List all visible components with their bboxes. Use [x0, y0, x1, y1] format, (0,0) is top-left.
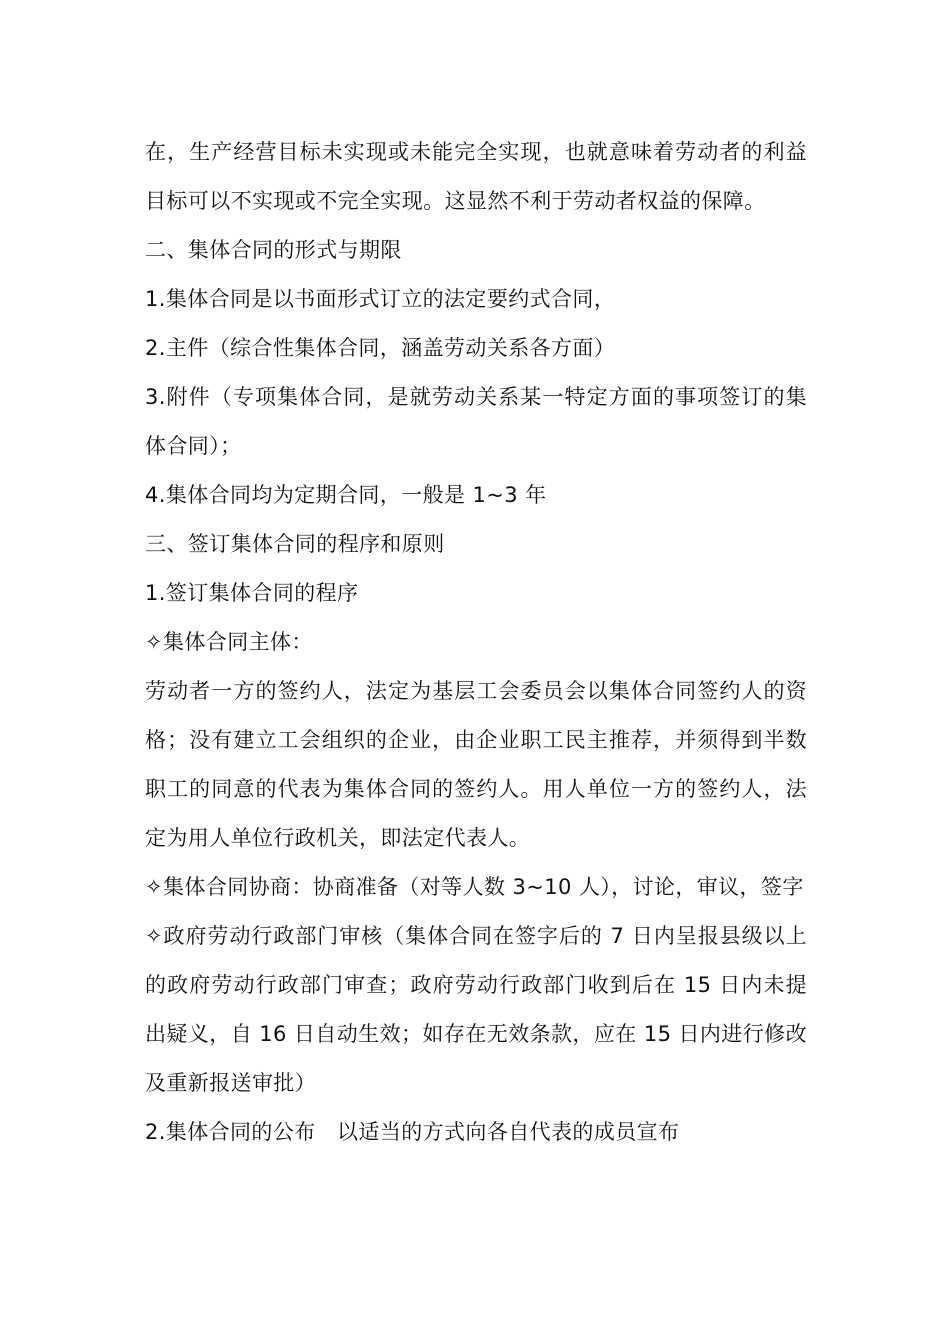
document-body [145, 128, 807, 1157]
section-heading-procedure-and-principles: 三、签订集体合同的程序和原则 [145, 532, 445, 556]
bullet-negotiation: ✧集体合同协商：协商准备（对等人数 3~10 人），讨论，审议，签字 [145, 875, 804, 899]
list-item-annex-contract: 3.附件（专项集体合同，是就劳动关系某一特定方面的事项签订的集体合同）； [145, 385, 807, 458]
paragraph-signatories: 劳动者一方的签约人，法定为基层工会委员会以集体合同签约人的资格；没有建立工会组织的企业，由企业职工民主推荐，并须得到半数职工的同意的代表为集体合同的签约人。用人单位一方的签约人，法定为用人单位行政机关，即法定代表人。 [145, 679, 807, 850]
paragraph-continuation: 在，生产经营目标未实现或未能完全实现，也就意味着劳动者的利益目标可以不实现或不完全实现。这显然不利于劳动者权益的保障。 [145, 140, 807, 213]
list-item-written-form: 1.集体合同是以书面形式订立的法定要约式合同， [145, 287, 616, 311]
section-heading-form-and-term: 二、集体合同的形式与期限 [145, 238, 402, 262]
list-item-main-contract: 2.主件（综合性集体合同，涵盖劳动关系各方面） [145, 336, 616, 360]
bullet-contract-parties: ✧集体合同主体： [145, 630, 313, 654]
list-item-fixed-term: 4.集体合同均为定期合同，一般是 1~3 年 [145, 483, 547, 507]
subsection-heading-publication: 2.集体合同的公布 以适当的方式向各自代表的成员宣布 [145, 1120, 680, 1144]
bullet-government-review: ✧政府劳动行政部门审核（集体合同在签字后的 7 日内呈报县级以上的政府劳动行政部门审查；政府劳动行政部门收到后在 15 日内未提出疑义，自 16 日自动生效；如存在无效条款，应在 15 日内进行修改及重新报送审批） [145, 924, 807, 1095]
subsection-heading-signing-procedure: 1.签订集体合同的程序 [145, 581, 359, 605]
